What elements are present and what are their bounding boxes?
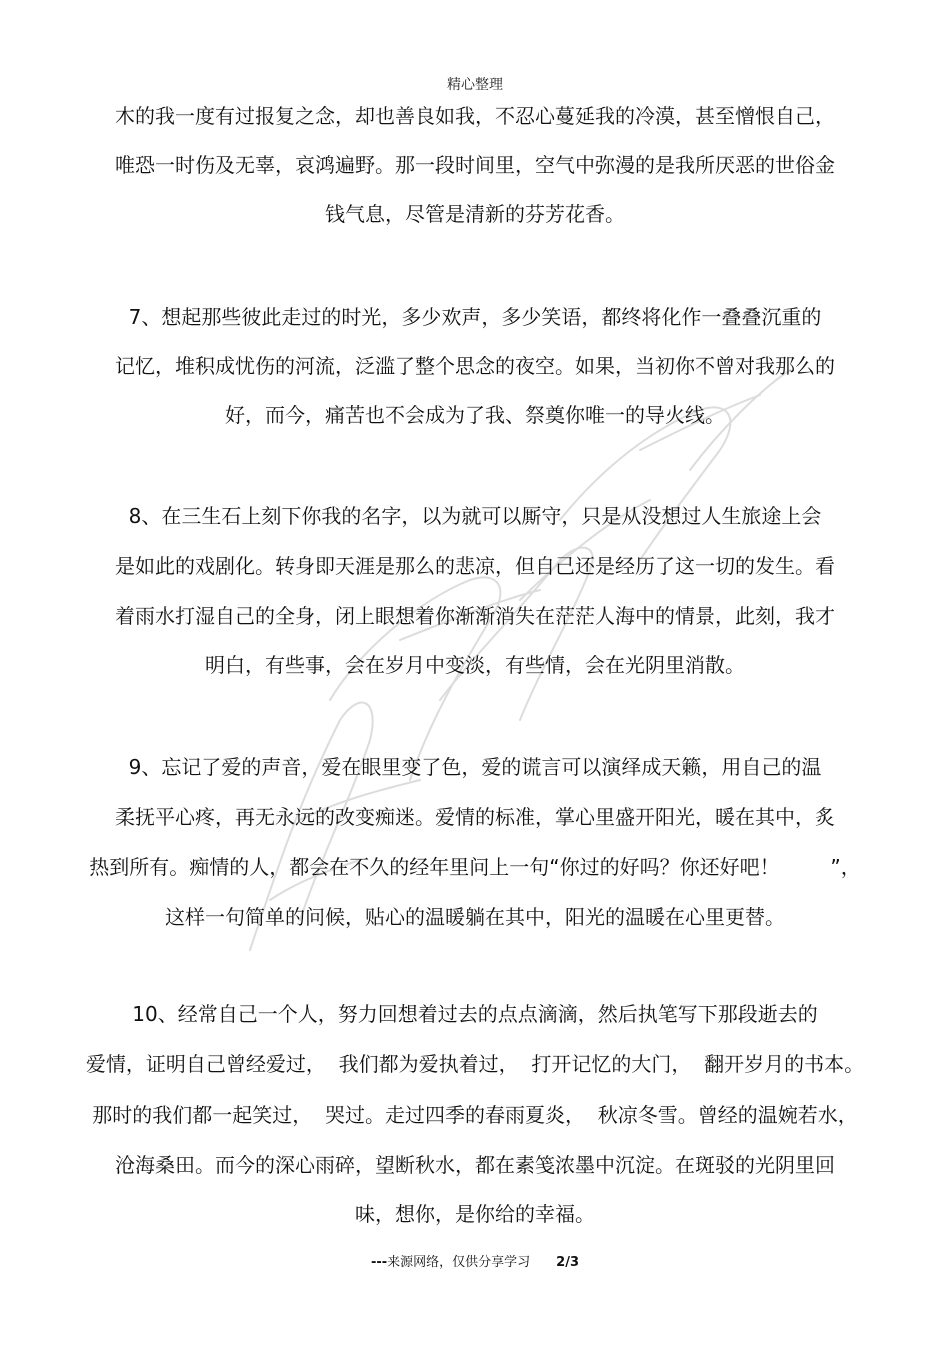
text-line: 味，想你，是你给的幸福。 xyxy=(355,1202,595,1226)
text-line: 热到所有。痴情的人，都会在不久的经年里问上一句“你过的好吗？你还好吧！ ”， xyxy=(89,855,861,879)
text-line: 木的我一度有过报复之念，却也善良如我，不忍心蔓延我的冷漠，甚至憎恨自己， xyxy=(115,104,835,128)
text-line: 7、想起那些彼此走过的时光，多少欢声，多少笑语，都终将化作一叠叠沉重的 xyxy=(128,305,822,329)
text-line: 爱情，证明自己曾经爱过， 我们都为爱执着过， 打开记忆的大门， 翻开岁月的书本。 xyxy=(85,1052,865,1076)
page-number: 2/3 xyxy=(556,1255,580,1270)
footer-source: 来源网络，仅供分享学习 xyxy=(387,1255,531,1270)
text-line: 这样一句简单的问候，贴心的温暖躺在其中，阳光的温暖在心里更替。 xyxy=(165,905,785,929)
page-header-title: 精心整理 xyxy=(447,77,503,93)
text-line: 明白，有些事，会在岁月中变淡，有些情，会在光阴里消散。 xyxy=(205,653,745,677)
text-line: 着雨水打湿自己的全身，闭上眼想着你渐渐消失在茫茫人海中的情景，此刻，我才 xyxy=(115,604,835,628)
text-line: 是如此的戏剧化。转身即天涯是那么的悲凉，但自己还是经历了这一切的发生。看 xyxy=(115,554,835,578)
text-line: 9、忘记了爱的声音，爱在眼里变了色，爱的谎言可以演绎成天籁，用自己的温 xyxy=(128,755,822,779)
page-footer xyxy=(0,1251,950,1270)
text-line: 钱气息，尽管是清新的芬芳花香。 xyxy=(325,202,625,226)
text-line: 柔抚平心疼，再无永远的改变痴迷。爱情的标准，掌心里盛开阳光，暖在其中，炙 xyxy=(115,805,835,829)
text-line: 沧海桑田。而今的深心雨碎，望断秋水，都在素笺浓墨中沉淀。在斑驳的光阴里回 xyxy=(115,1153,835,1177)
text-line: 唯恐一时伤及无辜，哀鸿遍野。那一段时间里，空气中弥漫的是我所厌恶的世俗金 xyxy=(115,153,835,177)
text-line: 8、在三生石上刻下你我的名字，以为就可以厮守，只是从没想过人生旅途上会 xyxy=(128,504,822,528)
text-line: 那时的我们都一起笑过， 哭过。走过四季的春雨夏炎， 秋凉冬雪。曾经的温婉若水， xyxy=(92,1103,858,1127)
text-line: 好，而今，痛苦也不会成为了我、祭奠你唯一的导火线。 xyxy=(225,403,725,427)
text-line: 记忆，堆积成忧伤的河流，泛滥了整个思念的夜空。如果，当初你不曾对我那么的 xyxy=(115,354,835,378)
text-line: 10、经常自己一个人，努力回想着过去的点点滴滴，然后执笔写下那段逝去的 xyxy=(132,1002,818,1026)
footer-dash: --- xyxy=(370,1255,388,1270)
